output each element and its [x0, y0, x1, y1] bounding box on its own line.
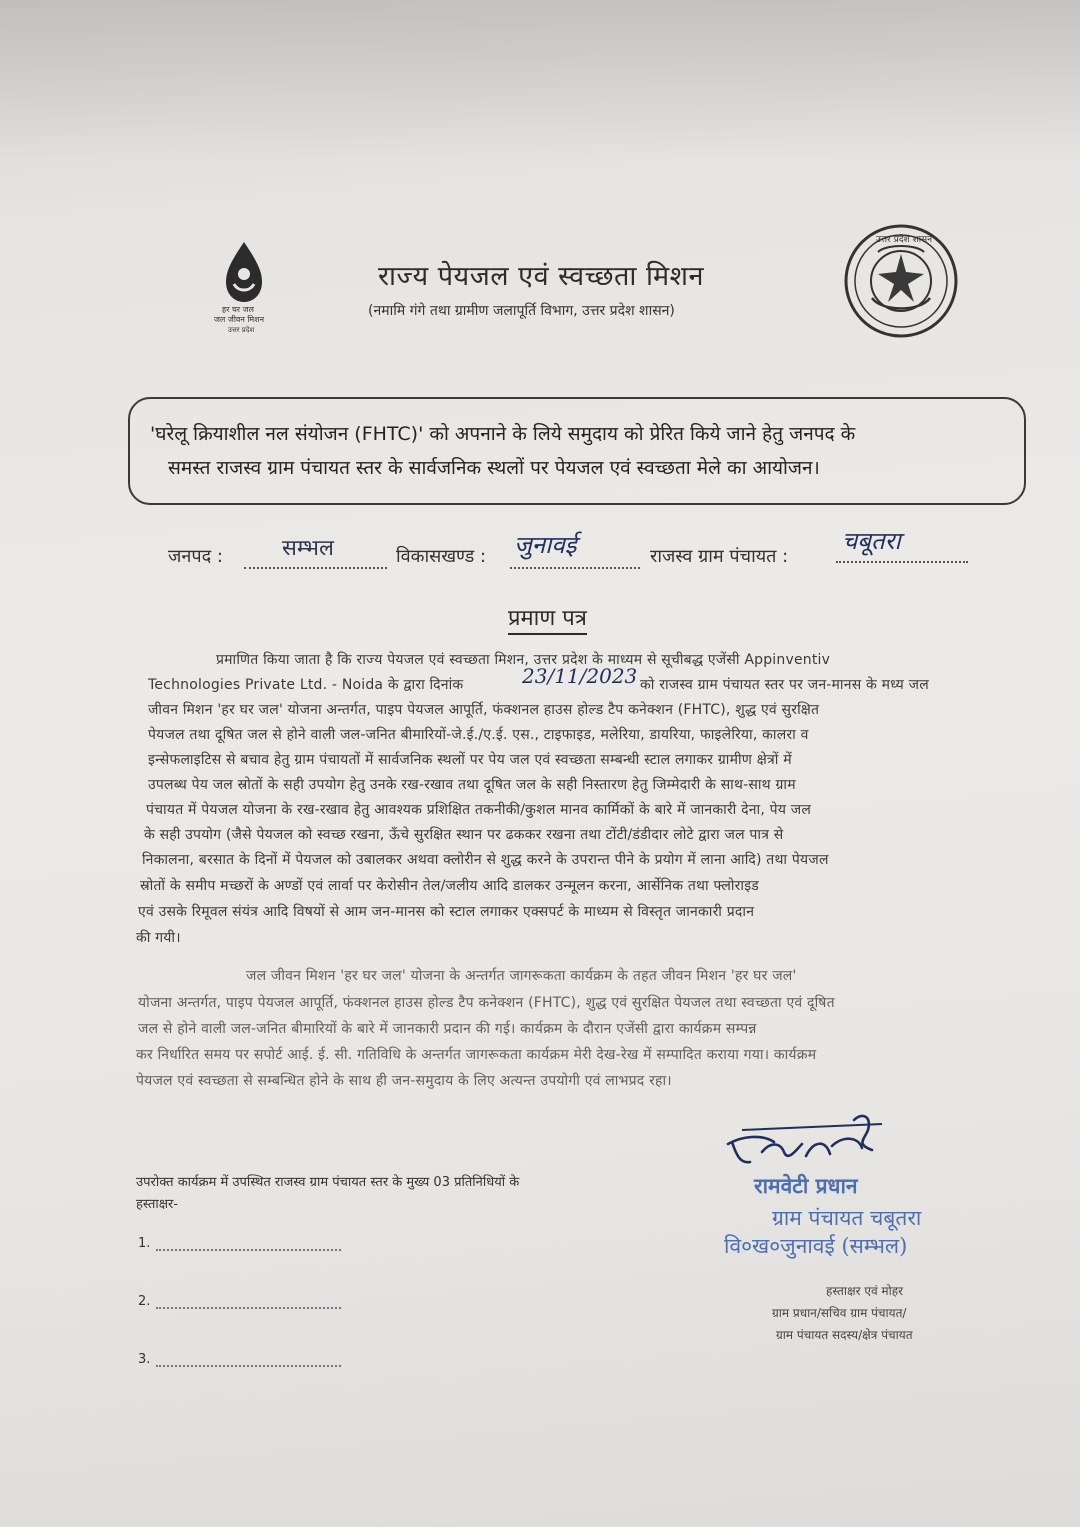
panchayat-value: चबूतरा	[842, 527, 901, 555]
panchayat-dotted-line	[836, 560, 968, 563]
para1-line-3: जीवन मिशन 'हर घर जल' योजना अन्तर्गत, पाइप पेयजल आपूर्ति, फंक्शनल हाउस होल्ड टैप कनेक्शन (FHTC), शुद्ध एवं सुरक्षित	[148, 702, 820, 718]
attendee-number: 2.	[138, 1294, 151, 1309]
attendee-number: 3.	[138, 1352, 151, 1367]
signature-text	[732, 1124, 735, 1125]
topic-line-1: 'घरेलू क्रियाशील नल संयोजन (FHTC)' को अपनाने के लिये समुदाय को प्रेरित किये जाने हेतु जनपद के	[150, 423, 856, 445]
signature-blank	[156, 1365, 341, 1367]
para1-line-11: एवं उसके रिमूवल संयंत्र आदि विषयों से आम जन-मानस को स्टाल लगाकर एक्सपर्ट के माध्यम से विस्तृत जानकारी प्रदान	[138, 904, 755, 920]
handwritten-signature	[722, 1106, 892, 1176]
har-ghar-jal-logo	[210, 238, 290, 338]
para1-line-10: स्रोतों के समीप मच्छरों के अण्डों एवं लार्वा पर केरोसीन तेल/जलीय आदि डालकर उन्मूलन करना, आर्सेनिक तथा फ्लोराइड	[140, 878, 759, 894]
para1-line-5: इन्सेफलाइटिस से बचाव हेतु ग्राम पंचायतों में सार्वजनिक स्थलों पर पेय जल एवं स्वच्छता सम्बन्धी स्टाल लगाकर ग्रामीण क्षेत्रों में	[148, 752, 792, 768]
para1-line-12: की गयी।	[136, 930, 181, 946]
para1-line-4: पेयजल तथा दूषित जल से होने वाली जल-जनित बीमारियों-जे.ई./ए.ई. एस., टाइफाइड, मलेरिया, डायरिया, फाइलेरिया, कालरा व	[148, 727, 809, 743]
logo-text-2: जल जीवन मिशन	[214, 315, 265, 324]
para1-line-7: पंचायत में पेयजल योजना के रख-रखाव हेतु आवश्यक प्रशिक्षित तकनीकी/कुशल मानव कार्मिकों के बारे में जानकारी देना, पेय जल	[146, 802, 812, 818]
signature-blank	[156, 1307, 341, 1309]
header-subtitle: (नमामि गंगे तथा ग्रामीण जलापूर्ति विभाग, उत्तर प्रदेश शासन)	[368, 303, 675, 319]
district-value: सम्भल	[282, 536, 334, 561]
paper-shadow	[0, 0, 1080, 160]
block-value: जुनावई	[514, 531, 577, 559]
para2-line-4: कर निर्धारित समय पर सपोर्ट आई. ई. सी. गतिविधि के अन्तर्गत जागरूकता कार्यक्रम मेरी देख-रेख में सम्पादित कराया गया। कार्यक्रम	[136, 1047, 817, 1063]
attendees-intro-1: उपरोक्त कार्यक्रम में उपस्थित राजस्व ग्राम पंचायत स्तर के मुख्य 03 प्रतिनिधियों के	[136, 1175, 520, 1190]
para2-line-1: जल जीवन मिशन 'हर घर जल' योजना के अन्तर्गत जागरूकता कार्यक्रम के तहत जीवन मिशन 'हर घर जल'	[246, 968, 797, 984]
para2-line-2: योजना अन्तर्गत, पाइप पेयजल आपूर्ति, फंक्शनल हाउस होल्ड टैप कनेक्शन (FHTC), शुद्ध एवं सुरक्षित पेयजल तथा स्वच्छता एवं दूषित	[138, 995, 835, 1011]
stamp-line-1: रामवेटी प्रधान	[754, 1173, 858, 1198]
para1-line-1: प्रमाणित किया जाता है कि राज्य पेयजल एवं स्वच्छता मिशन, उत्तर प्रदेश के माध्यम से सूचीबद्ध एजेंसी Appinventiv	[216, 652, 831, 668]
panchayat-label: राजस्व ग्राम पंचायत :	[650, 546, 789, 567]
district-label: जनपद :	[168, 546, 223, 567]
attendees-intro-2: हस्ताक्षर-	[136, 1197, 179, 1212]
para1-line-6: उपलब्ध पेय जल स्रोतों के सही उपयोग हेतु उनके रख-रखाव तथा दूषित जल के सही निस्तारण हेतु जिम्मेदारी के साथ-साथ ग्राम	[148, 777, 796, 793]
district-dotted-line	[244, 566, 387, 569]
sign-caption-3: ग्राम पंचायत सदस्य/क्षेत्र पंचायत	[776, 1328, 913, 1342]
attendee-row-2	[138, 1294, 341, 1309]
stamp-line-3: वि०ख०जुनावई (सम्भल)	[724, 1234, 908, 1258]
certificate-date: 23/11/2023	[522, 664, 638, 688]
para2-line-3: जल से होने वाली जल-जनित बीमारियों के बारे में जानकारी प्रदान की गई। कार्यक्रम के दौरान एजेंसी द्वारा कार्यक्रम सम्पन्न	[138, 1021, 757, 1037]
stamp-line-2: ग्राम पंचायत चबूतरा	[772, 1206, 922, 1230]
topic-line-2: समस्त राजस्व ग्राम पंचायत स्तर के सार्वजनिक स्थलों पर पेयजल एवं स्वच्छता मेले का आयोजन।	[168, 457, 820, 479]
attendee-number: 1.	[138, 1236, 151, 1251]
para2-line-5: पेयजल एवं स्वच्छता से सम्बन्धित होने के साथ ही जन-समुदाय के लिए अत्यन्त उपयोगी एवं लाभप्रद रहा।	[136, 1073, 672, 1089]
para1-line-9: निकालना, बरसात के दिनों में पेयजल को उबालकर अथवा क्लोरीन से शुद्ध करने के उपरान्त पीने के प्रयोग में लाना आदि) तथा पेयजल	[142, 852, 829, 868]
block-dotted-line	[510, 566, 640, 569]
sign-caption-2: ग्राम प्रधान/सचिव ग्राम पंचायत/	[772, 1306, 907, 1320]
logo-text-1: हर घर जल	[222, 305, 254, 314]
up-government-emblem	[842, 222, 960, 340]
certificate-title: प्रमाण पत्र	[508, 602, 587, 635]
attendee-row-1	[138, 1236, 341, 1251]
attendee-row-3	[138, 1352, 341, 1367]
block-label: विकासखण्ड :	[396, 546, 487, 567]
topic-box	[128, 397, 1026, 505]
header-title: राज्य पेयजल एवं स्वच्छता मिशन	[378, 261, 704, 292]
signature-blank	[156, 1249, 341, 1251]
para1-line-8: के सही उपयोग (जैसे पेयजल को स्वच्छ रखना, ऊँचे सुरक्षित स्थान पर ढककर रखना तथा टोंटी/डंडीदार लोटे द्वारा जल पात्र से	[144, 827, 784, 843]
para1-line-2a: Technologies Private Ltd. - Noida के द्वारा दिनांक	[148, 677, 464, 693]
logo-text-3: उत्तर प्रदेश	[228, 326, 255, 334]
sign-caption-1: हस्ताक्षर एवं मोहर	[826, 1284, 904, 1298]
para1-line-2b: को राजस्व ग्राम पंचायत स्तर पर जन-मानस के मध्य जल	[640, 677, 929, 693]
emblem-text: उत्तर प्रदेश शासन	[876, 235, 933, 245]
